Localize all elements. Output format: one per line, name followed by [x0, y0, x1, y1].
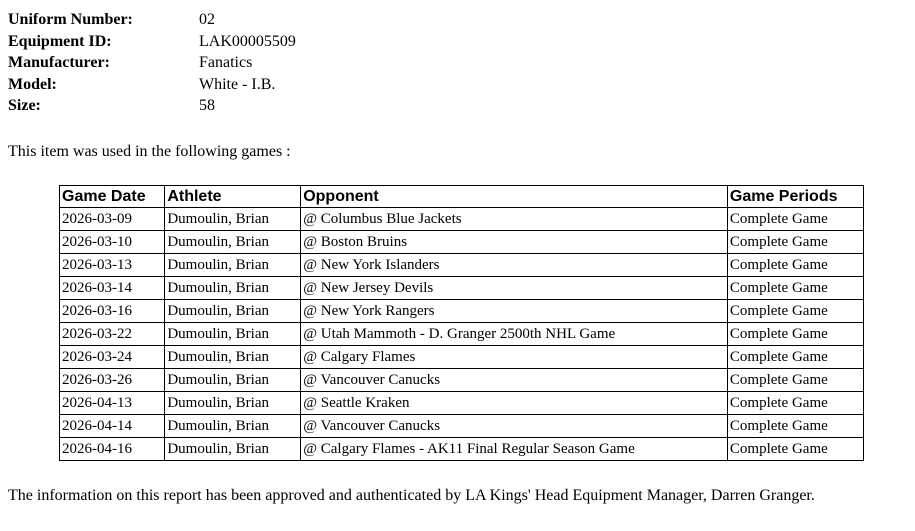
- opponent-cell: @ Seattle Kraken: [301, 392, 728, 415]
- opponent-cell: @ New York Rangers: [301, 300, 728, 323]
- table-row: [60, 277, 864, 300]
- opponent-cell: @ Columbus Blue Jackets: [301, 208, 728, 231]
- field-label: Model:: [8, 75, 57, 93]
- table-header-row: [60, 186, 864, 208]
- field-label: Manufacturer:: [8, 54, 110, 72]
- header-game-date: Game Date: [60, 186, 165, 208]
- item-details: [8, 9, 296, 117]
- game-date-cell: 2026-03-22: [60, 323, 165, 346]
- table-row: [60, 254, 864, 277]
- field-value: 58: [199, 97, 215, 115]
- game-date-cell: 2026-03-10: [60, 231, 165, 254]
- athlete-cell: Dumoulin, Brian: [165, 392, 301, 415]
- game-periods-cell: Complete Game: [727, 415, 863, 438]
- field-value: Fanatics: [199, 54, 253, 72]
- field-label: Uniform Number:: [8, 11, 133, 28]
- table-row: [60, 323, 864, 346]
- game-periods-cell: Complete Game: [727, 346, 863, 369]
- table-row: [60, 369, 864, 392]
- table-row: [60, 438, 864, 461]
- game-periods-cell: Complete Game: [727, 254, 863, 277]
- header-game-periods: Game Periods: [727, 186, 863, 208]
- opponent-cell: @ Utah Mammoth - D. Granger 2500th NHL Game: [301, 323, 728, 346]
- athlete-cell: Dumoulin, Brian: [165, 346, 301, 369]
- game-periods-cell: Complete Game: [727, 277, 863, 300]
- opponent-cell: @ New York Islanders: [301, 254, 728, 277]
- opponent-cell: @ Calgary Flames - AK11 Final Regular Season Game: [301, 438, 728, 461]
- athlete-cell: Dumoulin, Brian: [165, 300, 301, 323]
- table-row: [60, 208, 864, 231]
- equipment-id-row: [8, 31, 296, 53]
- table-row: [60, 415, 864, 438]
- game-date-cell: 2026-03-13: [60, 254, 165, 277]
- game-periods-cell: Complete Game: [727, 231, 863, 254]
- athlete-cell: Dumoulin, Brian: [165, 277, 301, 300]
- athlete-cell: Dumoulin, Brian: [165, 231, 301, 254]
- games-table: [59, 185, 864, 461]
- game-date-cell: 2026-03-26: [60, 369, 165, 392]
- authentication-statement: The information on this report has been approved and authenticated by LA Kings' Head Equipment Manager, Darren Granger.: [8, 487, 815, 504]
- game-periods-cell: Complete Game: [727, 208, 863, 231]
- game-date-cell: 2026-04-14: [60, 415, 165, 438]
- athlete-cell: Dumoulin, Brian: [165, 254, 301, 277]
- game-periods-cell: Complete Game: [727, 323, 863, 346]
- table-row: [60, 346, 864, 369]
- size-row: [8, 95, 296, 117]
- field-label: Size:: [8, 97, 41, 115]
- opponent-cell: @ Vancouver Canucks: [301, 369, 728, 392]
- table-row: [60, 392, 864, 415]
- game-date-cell: 2026-03-16: [60, 300, 165, 323]
- game-periods-cell: Complete Game: [727, 300, 863, 323]
- game-periods-cell: Complete Game: [727, 369, 863, 392]
- opponent-cell: @ New Jersey Devils: [301, 277, 728, 300]
- header-athlete: Athlete: [165, 186, 301, 208]
- field-value: LAK00005509: [199, 32, 296, 50]
- manufacturer-row: [8, 52, 296, 74]
- opponent-cell: @ Boston Bruins: [301, 231, 728, 254]
- athlete-cell: Dumoulin, Brian: [165, 323, 301, 346]
- game-date-cell: 2026-03-14: [60, 277, 165, 300]
- game-date-cell: 2026-04-16: [60, 438, 165, 461]
- table-row: [60, 300, 864, 323]
- game-date-cell: 2026-04-13: [60, 392, 165, 415]
- game-periods-cell: Complete Game: [727, 438, 863, 461]
- field-label: Equipment ID:: [8, 32, 112, 50]
- athlete-cell: Dumoulin, Brian: [165, 369, 301, 392]
- game-date-cell: 2026-03-09: [60, 208, 165, 231]
- field-value: White - I.B.: [199, 75, 276, 93]
- table-row: [60, 231, 864, 254]
- game-periods-cell: Complete Game: [727, 392, 863, 415]
- opponent-cell: @ Vancouver Canucks: [301, 415, 728, 438]
- header-opponent: Opponent: [301, 186, 728, 208]
- athlete-cell: Dumoulin, Brian: [165, 438, 301, 461]
- model-row: [8, 74, 296, 96]
- uniform-number-row: [8, 9, 296, 31]
- game-date-cell: 2026-03-24: [60, 346, 165, 369]
- opponent-cell: @ Calgary Flames: [301, 346, 728, 369]
- athlete-cell: Dumoulin, Brian: [165, 415, 301, 438]
- intro-text: This item was used in the following games :: [8, 143, 291, 160]
- field-value: 02: [199, 11, 215, 28]
- athlete-cell: Dumoulin, Brian: [165, 208, 301, 231]
